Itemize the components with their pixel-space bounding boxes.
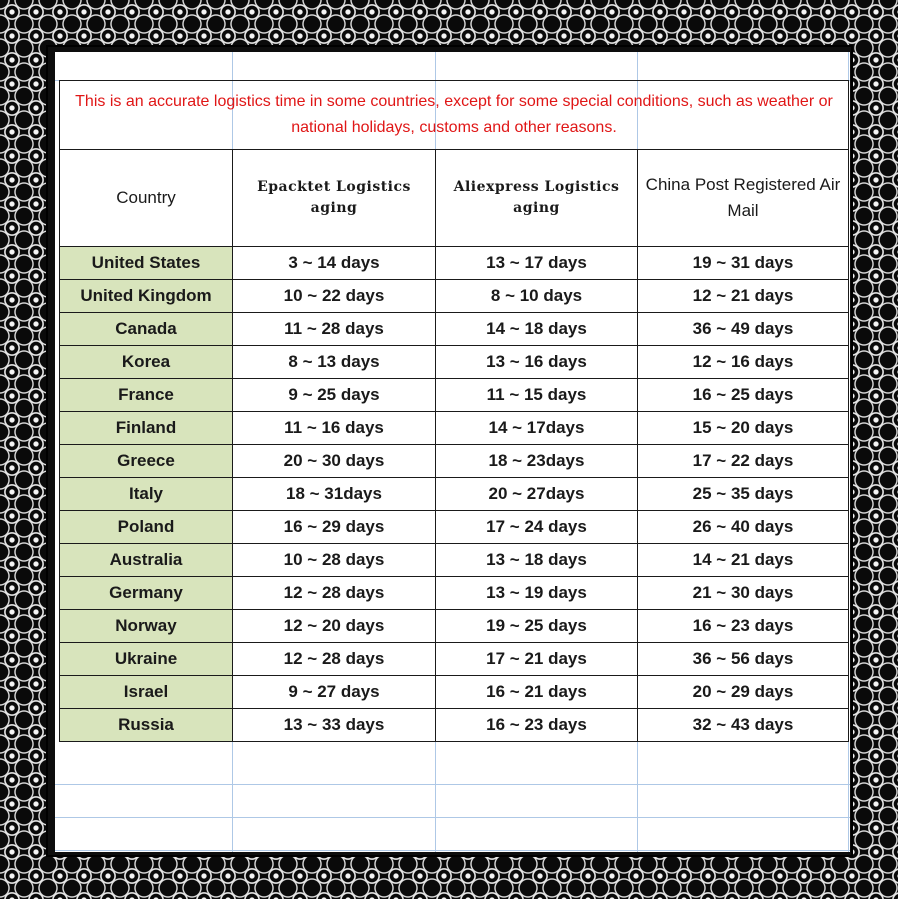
table-row: [60, 709, 849, 742]
table-row: [60, 577, 849, 610]
epacket-cell: 18 ~ 31days: [233, 478, 436, 511]
notice-text: This is an accurate logistics time in some countries, except for some special conditions, such as weather or national holidays, customs and other reasons.: [60, 81, 849, 150]
aliexpress-cell: 16 ~ 21 days: [436, 676, 638, 709]
table-row: [60, 379, 849, 412]
chinapost-cell: 15 ~ 20 days: [638, 412, 849, 445]
country-cell: United States: [60, 247, 233, 280]
country-cell: Korea: [60, 346, 233, 379]
country-cell: Poland: [60, 511, 233, 544]
aliexpress-cell: 13 ~ 18 days: [436, 544, 638, 577]
chinapost-cell: 16 ~ 23 days: [638, 610, 849, 643]
table-row: [60, 247, 849, 280]
aliexpress-cell: 18 ~ 23days: [436, 445, 638, 478]
chinapost-cell: 32 ~ 43 days: [638, 709, 849, 742]
chinapost-cell: 20 ~ 29 days: [638, 676, 849, 709]
gridline: [55, 784, 850, 785]
aliexpress-cell: 14 ~ 17days: [436, 412, 638, 445]
chinapost-cell: 25 ~ 35 days: [638, 478, 849, 511]
table-row: [60, 676, 849, 709]
chinapost-cell: 36 ~ 49 days: [638, 313, 849, 346]
aliexpress-cell: 20 ~ 27days: [436, 478, 638, 511]
header-epacket: Epacktet Logistics aging: [233, 150, 436, 247]
logistics-table: [59, 80, 849, 742]
table-row: [60, 445, 849, 478]
epacket-cell: 13 ~ 33 days: [233, 709, 436, 742]
chinapost-cell: 12 ~ 21 days: [638, 280, 849, 313]
chinapost-cell: 26 ~ 40 days: [638, 511, 849, 544]
epacket-cell: 9 ~ 25 days: [233, 379, 436, 412]
epacket-cell: 8 ~ 13 days: [233, 346, 436, 379]
chinapost-cell: 12 ~ 16 days: [638, 346, 849, 379]
country-cell: Germany: [60, 577, 233, 610]
country-cell: Greece: [60, 445, 233, 478]
header-chinapost: China Post Registered Air Mail: [638, 150, 849, 247]
country-cell: France: [60, 379, 233, 412]
chinapost-cell: 19 ~ 31 days: [638, 247, 849, 280]
epacket-cell: 12 ~ 28 days: [233, 643, 436, 676]
country-cell: Canada: [60, 313, 233, 346]
epacket-cell: 10 ~ 22 days: [233, 280, 436, 313]
epacket-cell: 16 ~ 29 days: [233, 511, 436, 544]
aliexpress-cell: 19 ~ 25 days: [436, 610, 638, 643]
country-cell: Norway: [60, 610, 233, 643]
gridline: [55, 850, 850, 851]
country-cell: United Kingdom: [60, 280, 233, 313]
table-row: [60, 643, 849, 676]
table-row: [60, 544, 849, 577]
header-country: Country: [60, 150, 233, 247]
table-row: [60, 280, 849, 313]
epacket-cell: 10 ~ 28 days: [233, 544, 436, 577]
chinapost-cell: 36 ~ 56 days: [638, 643, 849, 676]
epacket-cell: 9 ~ 27 days: [233, 676, 436, 709]
aliexpress-cell: 13 ~ 19 days: [436, 577, 638, 610]
table-row: [60, 346, 849, 379]
chinapost-cell: 14 ~ 21 days: [638, 544, 849, 577]
header-aliexpress: Aliexpress Logistics aging: [436, 150, 638, 247]
chinapost-cell: 17 ~ 22 days: [638, 445, 849, 478]
country-cell: Finland: [60, 412, 233, 445]
epacket-cell: 20 ~ 30 days: [233, 445, 436, 478]
table-row: [60, 610, 849, 643]
aliexpress-cell: 11 ~ 15 days: [436, 379, 638, 412]
country-cell: Italy: [60, 478, 233, 511]
notice-row: [60, 81, 849, 150]
chinapost-cell: 21 ~ 30 days: [638, 577, 849, 610]
epacket-cell: 3 ~ 14 days: [233, 247, 436, 280]
aliexpress-cell: 17 ~ 21 days: [436, 643, 638, 676]
table-row: [60, 412, 849, 445]
aliexpress-cell: 13 ~ 16 days: [436, 346, 638, 379]
aliexpress-cell: 8 ~ 10 days: [436, 280, 638, 313]
epacket-cell: 12 ~ 20 days: [233, 610, 436, 643]
chinapost-cell: 16 ~ 25 days: [638, 379, 849, 412]
spreadsheet-sheet: [55, 52, 850, 852]
country-cell: Australia: [60, 544, 233, 577]
table-row: [60, 313, 849, 346]
header-row: [60, 150, 849, 247]
aliexpress-cell: 13 ~ 17 days: [436, 247, 638, 280]
country-cell: Ukraine: [60, 643, 233, 676]
country-cell: Russia: [60, 709, 233, 742]
epacket-cell: 12 ~ 28 days: [233, 577, 436, 610]
aliexpress-cell: 17 ~ 24 days: [436, 511, 638, 544]
table-row: [60, 478, 849, 511]
table-row: [60, 511, 849, 544]
epacket-cell: 11 ~ 28 days: [233, 313, 436, 346]
gridline: [55, 817, 850, 818]
country-cell: Israel: [60, 676, 233, 709]
aliexpress-cell: 14 ~ 18 days: [436, 313, 638, 346]
aliexpress-cell: 16 ~ 23 days: [436, 709, 638, 742]
epacket-cell: 11 ~ 16 days: [233, 412, 436, 445]
